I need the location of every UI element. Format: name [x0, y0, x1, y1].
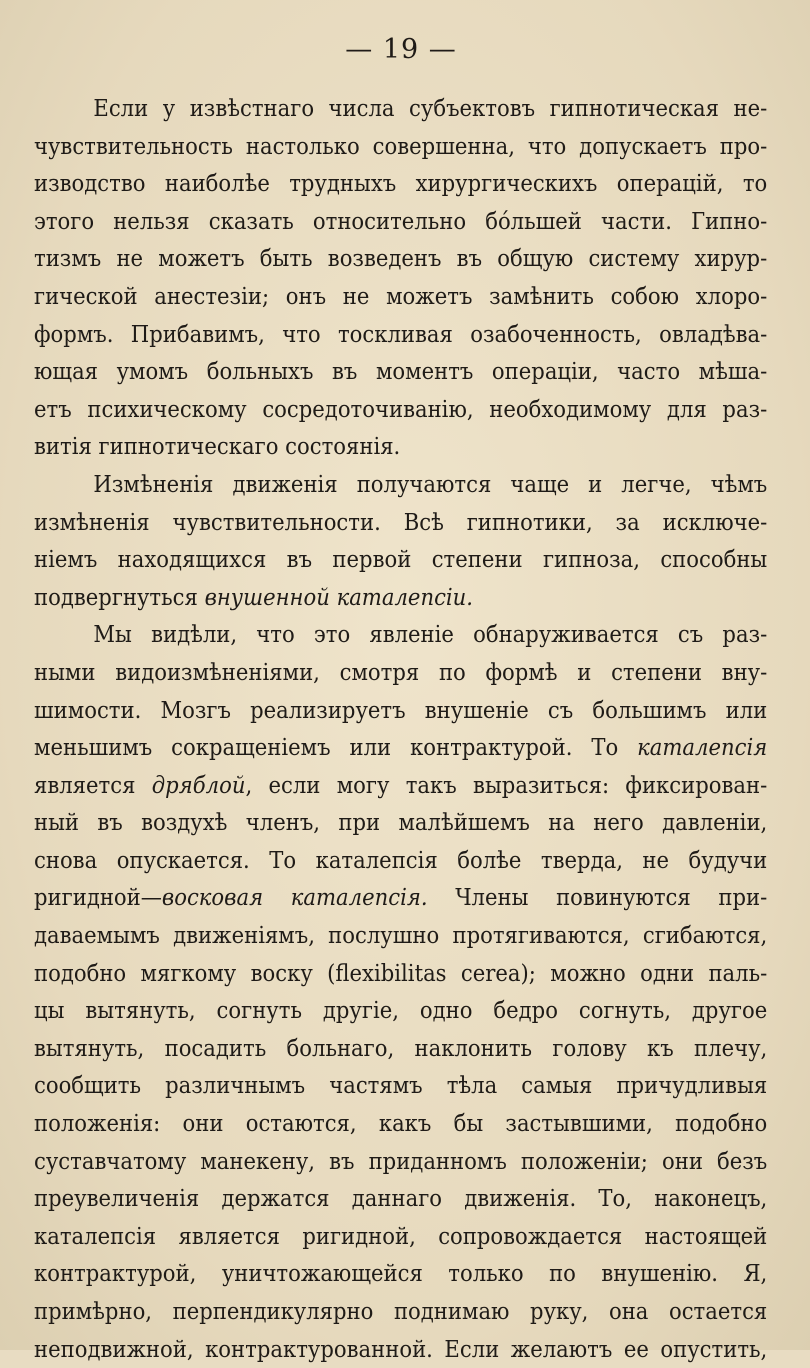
text-line — [34, 1255, 767, 1293]
text-segment: Измѣненія движенія получаются чаще и легче, чѣмъ — [93, 469, 768, 498]
text-segment: Члены повинуются при- — [427, 883, 768, 912]
text-line — [34, 203, 767, 241]
text-segment: тизмъ не можетъ быть возведенъ въ общую систему хирур- — [34, 244, 768, 273]
text-line — [34, 128, 767, 166]
text-line — [34, 1067, 767, 1105]
page-number: — 19 — — [345, 34, 457, 65]
text-line — [34, 353, 767, 391]
text-segment: этого нельзя сказать относительно бо́льшей части. Гипно- — [34, 206, 768, 235]
text-segment: витія гипнотическаго состоянія. — [34, 432, 401, 461]
text-segment: суставчатому манекену, въ приданномъ положеніи; они безъ — [34, 1146, 768, 1175]
text-line — [34, 1105, 767, 1143]
italic-text: восковая каталепсія. — [161, 883, 428, 912]
text-segment: снова опускается. То каталепсія болѣе тверда, не будучи — [34, 845, 768, 874]
text-line — [34, 1030, 767, 1068]
text-segment: примѣрно, перпендикулярно поднимаю руку, она остается — [34, 1297, 768, 1325]
text-segment: изводство наиболѣе трудныхъ хирургическихъ операцій, то — [34, 169, 768, 198]
text-segment: даваемымъ движеніямъ, послушно протягиваются, сгибаются, — [34, 921, 768, 950]
text-segment: ригидной— — [34, 883, 162, 912]
italic-text: дряблой — [151, 770, 246, 799]
text-line — [34, 278, 767, 316]
text-segment: , если могу такъ выразиться: фиксирован- — [245, 770, 768, 799]
text-line — [34, 879, 767, 917]
text-line — [34, 90, 767, 128]
text-line — [34, 466, 767, 504]
text-segment: положенія: они остаются, какъ бы застывшими, подобно — [34, 1109, 768, 1138]
text-segment: етъ психическому сосредоточиванію, необходимому для раз- — [34, 394, 768, 423]
text-segment: чувствительность настолько совершенна, что допускаетъ про- — [34, 131, 768, 160]
text-line — [34, 917, 767, 955]
text-segment: Мы видѣли, что это явленіе обнаруживается съ раз- — [93, 620, 768, 649]
text-segment: преувеличенія держатся даннаго движенія. То, наконецъ, — [34, 1184, 768, 1213]
text-segment: измѣненія чувствительности. Всѣ гипнотики, за исключе- — [34, 507, 768, 536]
text-line — [34, 579, 767, 617]
text-line — [34, 541, 767, 579]
text-line — [34, 842, 767, 880]
text-line — [34, 1180, 767, 1218]
text-segment: вытянуть, посадить больнаго, наклонить голову къ плечу, — [34, 1033, 768, 1062]
text-line — [34, 316, 767, 354]
text-segment: подобно мягкому воску (flexibilitas cerea); можно одни паль- — [34, 958, 768, 987]
text-segment: сообщить различнымъ частямъ тѣла самыя причудливыя — [34, 1071, 768, 1100]
text-segment: цы вытянуть, согнуть другіе, одно бедро согнуть, другое — [34, 996, 768, 1025]
text-segment: меньшимъ сокращеніемъ или контрактурой. То — [34, 733, 638, 762]
italic-text: каталепсія — [637, 733, 768, 762]
text-segment: неподвижной, контрактурованной. Если желаютъ ее опустить, — [34, 1334, 768, 1363]
text-line — [34, 616, 767, 654]
text-segment: ющая умомъ больныхъ въ моментъ операціи, часто мѣша- — [34, 357, 768, 386]
text-line — [34, 654, 767, 692]
text-segment: гической анестезіи; онъ не можетъ замѣнить собою хлоро- — [34, 281, 768, 310]
text-line — [34, 165, 767, 203]
text-line — [34, 955, 767, 993]
text-line — [34, 1293, 767, 1331]
text-segment: формъ. Прибавимъ, что тоскливая озабоченность, овладѣва- — [34, 319, 768, 348]
text-line — [34, 729, 767, 767]
text-line — [34, 428, 767, 466]
text-segment: ными видоизмѣненіями, смотря по формѣ и степени вну- — [34, 657, 768, 686]
text-line — [34, 1218, 767, 1256]
text-segment: подвергнуться — [34, 582, 205, 611]
italic-text: внушенной каталепсіи. — [204, 582, 474, 611]
text-segment: каталепсія является ригидной, сопровождается настоящей — [34, 1221, 768, 1250]
text-segment: контрактурой, уничтожающейся только по внушенію. Я, — [34, 1259, 768, 1288]
text-segment: ный въ воздухѣ членъ, при малѣйшемъ на него давленіи, — [34, 808, 768, 837]
text-line — [34, 1331, 767, 1368]
text-line — [34, 992, 767, 1030]
text-segment: шимости. Мозгъ реализируетъ внушеніе съ большимъ или — [34, 695, 768, 724]
text-segment: является — [34, 770, 152, 799]
text-line — [34, 504, 767, 542]
body-text — [34, 90, 768, 1368]
text-line — [34, 767, 767, 805]
text-line — [34, 391, 767, 429]
text-line — [34, 692, 767, 730]
text-segment: ніемъ находящихся въ первой степени гипноза, способны — [34, 545, 768, 574]
text-segment: Если у извѣстнаго числа субъектовъ гипнотическая не- — [93, 94, 768, 122]
text-line — [34, 240, 767, 278]
text-line — [34, 1143, 767, 1181]
text-line — [34, 804, 767, 842]
